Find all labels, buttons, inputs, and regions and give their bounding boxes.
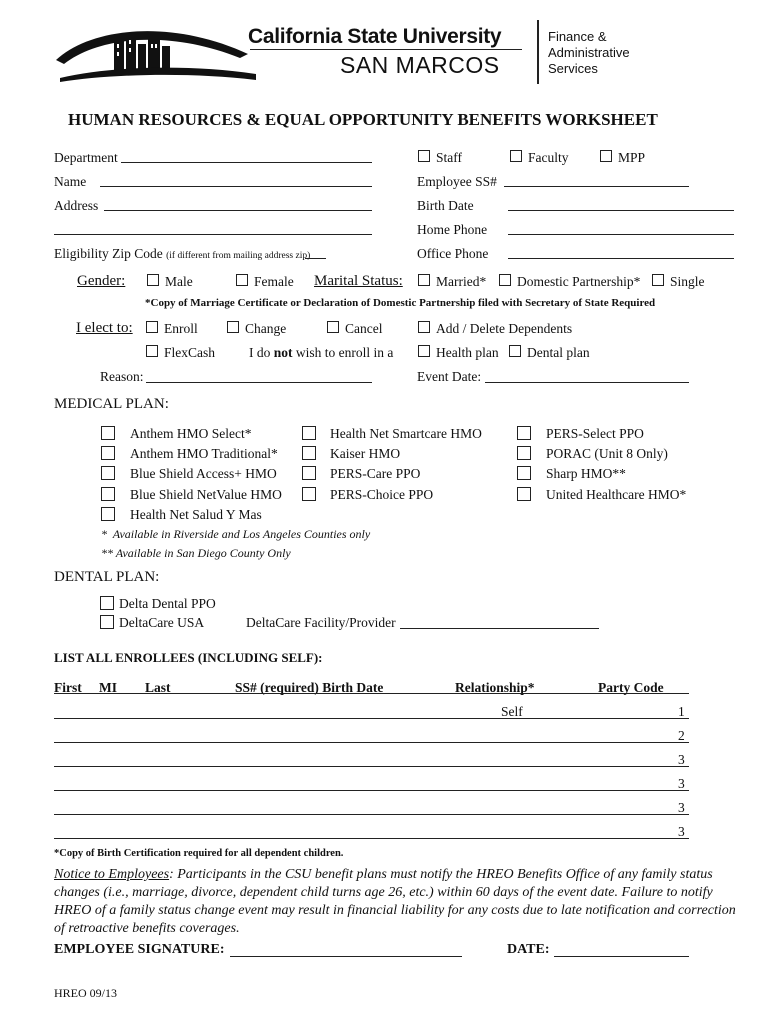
medical-option-checkbox[interactable] (517, 426, 531, 440)
col-ss-birth-date: SS# (required) Birth Date (235, 680, 384, 695)
page-title: HUMAN RESOURCES & EQUAL OPPORTUNITY BENEFITS WORKSHEET (68, 110, 658, 129)
medical-option-label: Sharp HMO** (546, 466, 626, 481)
staff-checkbox[interactable] (418, 150, 430, 162)
mpp-checkbox[interactable] (600, 150, 612, 162)
eligibility-zip-label (54, 247, 310, 262)
faculty-label: Faculty (528, 150, 569, 165)
address-field-line2[interactable] (54, 234, 372, 235)
reason-label: Reason: (100, 369, 144, 384)
deltacare-facility-label: DeltaCare Facility/Provider (246, 615, 396, 630)
office-phone-label: Office Phone (417, 246, 489, 261)
employee-ss-label: Employee SS# (417, 174, 497, 189)
flexcash-label: FlexCash (164, 345, 216, 360)
row-line[interactable] (54, 742, 689, 743)
office-phone-field[interactable] (508, 258, 734, 259)
party-code: 3 (678, 776, 685, 791)
enroll-label: Enroll (164, 321, 198, 336)
address-field[interactable] (104, 210, 372, 211)
notice-text: : Participants in the CSU benefit plans must notify the HREO Benefits Office of any family status changes (i.e., marriage, divorce, dependent child turns age 26, etc.) within 60 days of the event date. Failure to notify HREO of a family status change event may result in financial liability for any costs due to late notification and correction of retroactive benefits coverages. (54, 867, 736, 936)
eligibility-zip-field[interactable] (305, 258, 326, 259)
medical-option-label: Blue Shield Access+ HMO (130, 466, 277, 481)
health-plan-label: Health plan (436, 345, 499, 360)
medical-option-checkbox[interactable] (302, 446, 316, 460)
event-date-field[interactable] (485, 382, 689, 383)
medical-option-checkbox[interactable] (517, 487, 531, 501)
medical-option-label: PERS-Select PPO (546, 426, 644, 441)
medical-option-checkbox[interactable] (302, 487, 316, 501)
notice-lead: Notice to Employees (54, 867, 170, 882)
delta-dental-ppo-checkbox[interactable] (100, 596, 114, 610)
marital-status-label: Marital Status: (314, 273, 403, 289)
party-code: 2 (678, 728, 685, 743)
flexcash-checkbox[interactable] (146, 345, 158, 357)
medical-option-checkbox[interactable] (101, 466, 115, 480)
delta-dental-ppo-label: Delta Dental PPO (119, 596, 216, 611)
university-name-line1: California State University (248, 25, 502, 48)
medical-option-label: Anthem HMO Select* (130, 426, 252, 441)
home-phone-field[interactable] (508, 234, 734, 235)
medical-option-label: United Healthcare HMO* (546, 487, 687, 502)
elect-label: I elect to: (76, 320, 133, 336)
enroll-checkbox[interactable] (146, 321, 158, 333)
employee-signature-field[interactable] (230, 956, 462, 957)
medical-option-label: PERS-Care PPO (330, 466, 421, 481)
date-label: DATE: (507, 942, 550, 957)
medical-option-checkbox[interactable] (517, 466, 531, 480)
eligibility-zip-note: (if different from mailing address zip) (166, 251, 311, 261)
logo-rule (250, 49, 522, 50)
row-line[interactable] (54, 814, 689, 815)
not-enroll-label (249, 346, 393, 360)
cancel-checkbox[interactable] (327, 321, 339, 333)
married-label: Married* (436, 274, 487, 289)
not-enroll-pre: I do (249, 345, 274, 360)
add-delete-dependents-checkbox[interactable] (418, 321, 430, 333)
party-code: 3 (678, 752, 685, 767)
deltacare-usa-checkbox[interactable] (100, 615, 114, 629)
medical-option-checkbox[interactable] (101, 426, 115, 440)
change-label: Change (245, 321, 287, 336)
notice-paragraph (54, 866, 736, 938)
university-name-line2: SAN MARCOS (340, 52, 500, 78)
male-checkbox[interactable] (147, 274, 159, 286)
not-enroll-not: not (273, 345, 293, 360)
address-label: Address (54, 198, 99, 213)
domestic-partnership-label: Domestic Partnership* (517, 274, 641, 289)
col-first: First (54, 680, 82, 695)
medical-option-checkbox[interactable] (101, 507, 115, 521)
dental-plan-checkbox[interactable] (509, 345, 521, 357)
row-line[interactable] (54, 718, 689, 719)
dept-line1: Finance & (548, 29, 607, 44)
deltacare-facility-field[interactable] (400, 628, 599, 629)
medical-option-label: PERS-Choice PPO (330, 487, 434, 502)
domestic-partnership-checkbox[interactable] (499, 274, 511, 286)
medical-option-checkbox[interactable] (101, 446, 115, 460)
medical-option-label: Health Net Salud Y Mas (130, 507, 262, 522)
medical-option-label: Health Net Smartcare HMO (330, 426, 482, 441)
party-code: 1 (678, 704, 685, 719)
male-label: Male (165, 274, 193, 289)
col-mi: MI (99, 680, 117, 695)
gender-label: Gender: (77, 273, 126, 289)
row-line[interactable] (54, 790, 689, 791)
dental-plan-label: Dental plan (527, 345, 590, 360)
marriage-certificate-note: *Copy of Marriage Certificate or Declaration of Domestic Partnership filed with Secretary of State Required (145, 297, 656, 309)
medical-option-label: Blue Shield NetValue HMO (130, 487, 282, 502)
party-code: 3 (678, 800, 685, 815)
employee-ss-field[interactable] (504, 186, 689, 187)
home-phone-label: Home Phone (417, 222, 488, 237)
medical-option-checkbox[interactable] (302, 426, 316, 440)
name-label: Name (54, 174, 87, 189)
enrollees-heading: LIST ALL ENROLLEES (INCLUDING SELF): (54, 650, 323, 665)
date-field[interactable] (554, 956, 689, 957)
birth-certification-note: *Copy of Birth Certification required for all dependent children. (54, 848, 344, 859)
medical-option-label: PORAC (Unit 8 Only) (546, 446, 668, 461)
university-logo-icon (50, 18, 260, 84)
dept-line2: Administrative (548, 45, 630, 60)
department-label: Department (54, 150, 118, 165)
dept-line3: Services (548, 61, 598, 76)
dental-plan-heading: DENTAL PLAN: (54, 569, 160, 585)
deltacare-usa-label: DeltaCare USA (119, 615, 205, 630)
mpp-label: MPP (618, 150, 646, 165)
header-divider (537, 20, 539, 84)
medical-option-label: Kaiser HMO (330, 446, 401, 461)
birth-date-field[interactable] (508, 210, 734, 211)
relationship-self: Self (501, 704, 523, 719)
medical-option-checkbox[interactable] (101, 487, 115, 501)
party-code: 3 (678, 824, 685, 839)
name-field[interactable] (100, 186, 372, 187)
faculty-checkbox[interactable] (510, 150, 522, 162)
staff-label: Staff (436, 150, 462, 165)
female-checkbox[interactable] (236, 274, 248, 286)
medical-option-label: Anthem HMO Traditional* (130, 446, 278, 461)
married-checkbox[interactable] (418, 274, 430, 286)
form-code: HREO 09/13 (54, 986, 117, 1000)
header-underline (54, 693, 689, 694)
birth-date-label: Birth Date (417, 198, 474, 213)
row-line[interactable] (54, 838, 689, 839)
health-plan-checkbox[interactable] (418, 345, 430, 357)
medical-note-1: * Available in Riverside and Los Angeles Counties only (101, 527, 371, 541)
change-checkbox[interactable] (227, 321, 239, 333)
medical-note-2: ** Available in San Diego County Only (101, 546, 291, 560)
col-last: Last (145, 680, 171, 695)
row-line[interactable] (54, 766, 689, 767)
medical-option-checkbox[interactable] (517, 446, 531, 460)
not-enroll-post: wish to enroll in a (292, 345, 394, 360)
single-label: Single (670, 274, 705, 289)
add-delete-dependents-label: Add / Delete Dependents (436, 321, 573, 336)
employee-signature-label: EMPLOYEE SIGNATURE: (54, 942, 225, 957)
medical-option-checkbox[interactable] (302, 466, 316, 480)
single-checkbox[interactable] (652, 274, 664, 286)
eligibility-zip-text: Eligibility Zip Code (54, 246, 163, 261)
col-relationship: Relationship* (455, 680, 535, 695)
event-date-label: Event Date: (417, 369, 482, 384)
reason-field[interactable] (146, 382, 372, 383)
department-field[interactable] (121, 162, 372, 163)
female-label: Female (254, 274, 294, 289)
col-party-code: Party Code (598, 680, 664, 695)
cancel-label: Cancel (345, 321, 383, 336)
medical-plan-heading: MEDICAL PLAN: (54, 396, 169, 412)
